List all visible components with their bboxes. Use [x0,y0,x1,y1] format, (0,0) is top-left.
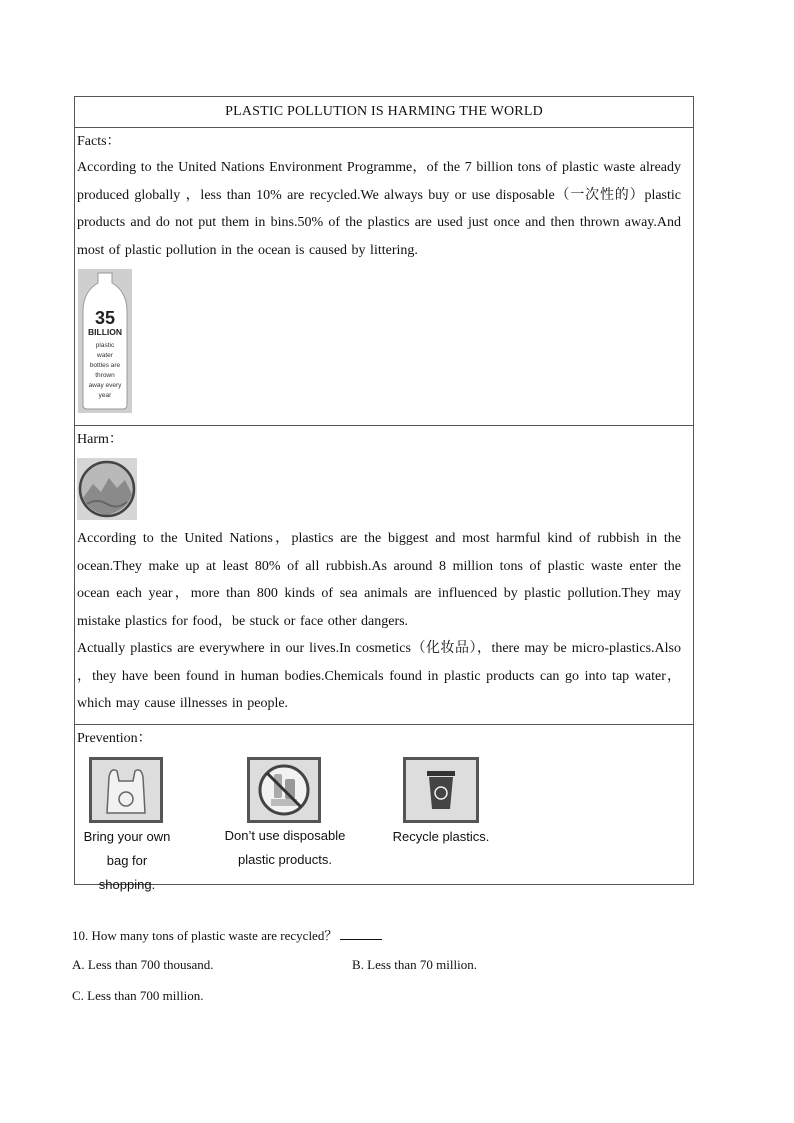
facts-label: Facts： [77,134,121,149]
harm-paragraph-2: Actually plastics are everywhere in our lives.In cosmetics（化妆品），there may be micro-plastics.Also ，they have been found in human bodies.Chemicals found in plastic products can go into tap water，which may cause illnesses in people. [77,641,681,711]
prevention-item-1 [77,825,177,897]
option-c[interactable]: C. Less than 700 million. [72,988,204,1003]
facts-section [75,128,693,426]
bottle-line-4: thrown [95,372,115,379]
prevention-item-2-line-2: plastic products. [238,852,332,867]
bottle-number: 35 [94,308,116,328]
prevention-item-2 [215,824,355,872]
question-10 [72,925,382,944]
bottle-line-6: year [98,392,112,399]
bottle-line-2: water [97,352,113,359]
reading-table [74,96,694,892]
recycle-bin-icon [403,757,479,823]
prevention-item-3-line-1: Recycle plastics. [392,829,490,844]
prevention-item-3 [381,825,501,849]
bottle-unit: BILLION [88,327,122,337]
harm-section [75,426,693,725]
no-plastic-icon [247,757,321,823]
prevention-item-2-line-1: Don’t use disposable [224,828,346,843]
plastic-bottle-icon [78,269,132,413]
answer-blank[interactable] [340,928,382,940]
prevention-section [75,725,693,892]
bottle-line-5: away every [88,382,122,389]
harm-paragraph-1: According to the United Nations，plastics are the biggest and most harmful kind of rubbish in the ocean.They make up at least 80% of all rubbish.As around 8 million tons of plastic waste enter the ocean each year，more than 800 kinds of sea animals are influenced by plastic pollution.They may mistake plastics for food，be stuck or face other dangers. [77,531,681,629]
question-stem: 10. How many tons of plastic waste are recycled？ [72,928,338,943]
shopping-bag-icon [89,757,163,823]
polluted-globe-icon [77,458,137,520]
prevention-label: Prevention： [77,731,152,746]
passage-title: PLASTIC POLLUTION IS HARMING THE WORLD [225,104,543,119]
facts-paragraph: According to the United Nations Environment Programme，of the 7 billion tons of plastic waste already produced globally ，less than 10% are recycled.We always buy or use disposable（一次性的）plastic products and do not put them in bins.50% of the plastics are used just once and then thrown away.And most of plastic pollution in the ocean is caused by littering. [77,160,681,258]
option-b[interactable]: B. Less than 70 million. [352,957,477,972]
option-a[interactable]: A. Less than 700 thousand. [72,957,214,972]
harm-label: Harm： [77,432,123,447]
bottle-line-3: bottles are [89,362,121,369]
prevention-item-1-line-2: bag for shopping. [98,853,156,892]
bottle-line-1: plastic [95,342,115,349]
table-title-row [75,97,693,128]
prevention-item-1-line-1: Bring your own [83,829,171,844]
